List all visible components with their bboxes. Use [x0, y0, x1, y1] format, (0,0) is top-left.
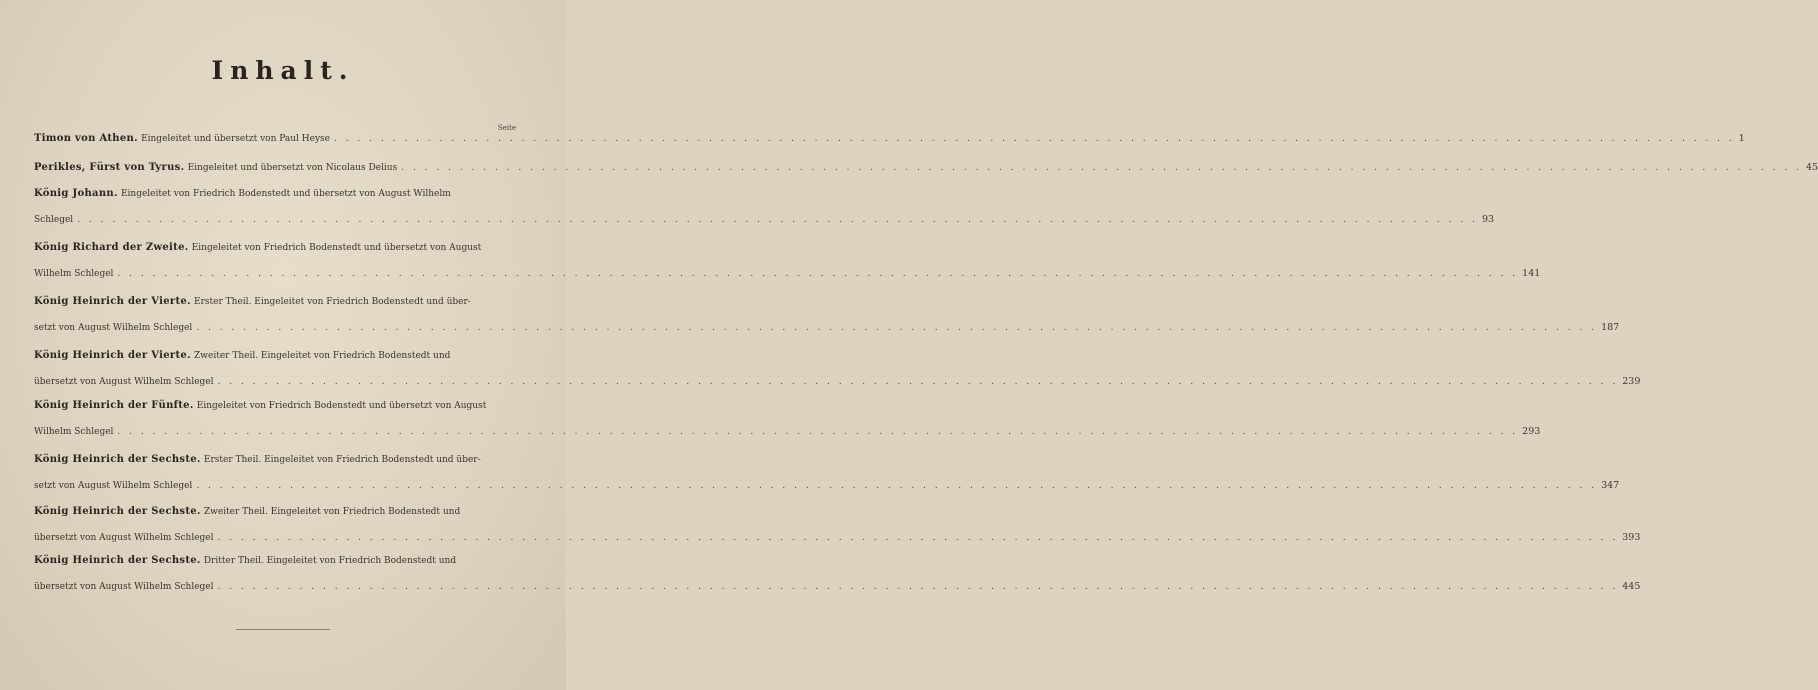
toc-work-title: König Richard der Zweite. — [34, 242, 189, 253]
toc-entry-line — [34, 348, 504, 364]
toc-entry-line — [34, 266, 1541, 282]
toc-entry-line — [34, 579, 1641, 595]
toc-work-title: König Heinrich der Sechste. — [34, 506, 201, 517]
toc-entry-description: übersetzt von August Wilhelm Schlegel — [34, 582, 214, 592]
toc-entry-description: Wilhelm Schlegel — [34, 427, 114, 437]
leader-dots: . . . . . . . . . . . . . . . . . . . . . . . . . . . . . . . . . . . . . . . . . . . . . . . . . . . . . . . . . . . . . . . . . . . . . . . . . . . . . . . . . . . . . . . . . . . . . . . . . . . . . . . . . . . . . . . . . . . . . . . . — [217, 377, 1619, 387]
toc-page-number: 187 — [1601, 322, 1620, 333]
toc-entry-line — [34, 530, 1641, 546]
toc-entry-description: Erster Theil. Eingeleitet von Friedrich Bodenstedt und über- — [194, 297, 471, 307]
toc-page-number: 445 — [1622, 581, 1641, 592]
leader-dots: . . . . . . . . . . . . . . . . . . . . . . . . . . . . . . . . . . . . . . . . . . . . . . . . . . . . . . . . . . . . . . . . . . . . . . . . . . . . . . . . . . . . . . . . . . . . . . . . . . . . . . . . . . . . . . . . . . . . . . . . — [196, 481, 1598, 491]
toc-entry-line — [34, 212, 1495, 228]
toc-entry-description: Eingeleitet von Friedrich Bodenstedt und übersetzt von August Wilhelm — [120, 189, 451, 199]
closing-rule — [236, 629, 330, 630]
toc-work-title: König Heinrich der Sechste. — [34, 555, 201, 566]
toc-entry-description: Schlegel — [34, 215, 74, 225]
toc-page-number: 239 — [1622, 376, 1641, 387]
leader-dots: . . . . . . . . . . . . . . . . . . . . . . . . . . . . . . . . . . . . . . . . . . . . . . . . . . . . . . . . . . . . . . . . . . . . . . . . . . . . . . . . . . . . . . . . . . . . . . . . . . . . . . . . . . . . . . . . . . . . . . . . — [77, 215, 1478, 225]
toc-entry-description: übersetzt von August Wilhelm Schlegel — [34, 533, 214, 543]
toc-entry-line — [34, 504, 504, 520]
toc-page-number: 293 — [1522, 426, 1541, 437]
toc-entry-description: Wilhelm Schlegel — [34, 269, 114, 279]
toc-work-title: König Heinrich der Vierte. — [34, 350, 191, 361]
leader-dots: . . . . . . . . . . . . . . . . . . . . . . . . . . . . . . . . . . . . . . . . . . . . . . . . . . . . . . . . . . . . . . . . . . . . . . . . . . . . . . . . . . . . . . . . . . . . . . . . . . . . . . . . . . . . . . . . . . . . . . . . — [117, 427, 1519, 437]
toc-entry-description: Dritter Theil. Eingeleitet von Friedrich Bodenstedt und — [203, 556, 457, 566]
leader-dots: . . . . . . . . . . . . . . . . . . . . . . . . . . . . . . . . . . . . . . . . . . . . . . . . . . . . . . . . . . . . . . . . . . . . . . . . . . . . . . . . . . . . . . . . . . . . . . . . . . . . . . . . . . . . . . . . . . . . . . . . — [196, 323, 1598, 333]
toc-entry-line — [34, 424, 1541, 440]
toc-work-title: König Johann. — [34, 188, 118, 199]
toc-entry-description: Eingeleitet und übersetzt von Nicolaus Delius — [187, 163, 398, 173]
toc-entry-line — [34, 240, 504, 256]
toc-work-title: Timon von Athen. — [34, 133, 138, 144]
toc-entry-line — [34, 374, 1641, 390]
toc-entry-line — [34, 131, 1745, 147]
toc-work-title: König Heinrich der Fünfte. — [34, 400, 194, 411]
toc-page-number: 93 — [1481, 214, 1495, 225]
toc-entry-description: Erster Theil. Eingeleitet von Friedrich Bodenstedt und über- — [203, 455, 481, 465]
leader-dots: . . . . . . . . . . . . . . . . . . . . . . . . . . . . . . . . . . . . . . . . . . . . . . . . . . . . . . . . . . . . . . . . . . . . . . . . . . . . . . . . . . . . . . . . . . . . . . . . . . . . . . . . . . . . . . . . . . . . . . . . — [334, 134, 1735, 144]
toc-page-number: 393 — [1622, 532, 1641, 543]
toc-entry-line — [34, 478, 1620, 494]
toc-entry-description: übersetzt von August Wilhelm Schlegel — [34, 377, 214, 387]
toc-entry-description: setzt von August Wilhelm Schlegel — [34, 481, 193, 491]
toc-entry-description: Zweiter Theil. Eingeleitet von Friedrich Bodenstedt und — [203, 507, 461, 517]
toc-work-title: König Heinrich der Sechste. — [34, 454, 201, 465]
toc-work-title: König Heinrich der Vierte. — [34, 296, 191, 307]
leader-dots: . . . . . . . . . . . . . . . . . . . . . . . . . . . . . . . . . . . . . . . . . . . . . . . . . . . . . . . . . . . . . . . . . . . . . . . . . . . . . . . . . . . . . . . . . . . . . . . . . . . . . . . . . . . . . . . . . . . . . . . . — [117, 269, 1519, 279]
leader-dots: . . . . . . . . . . . . . . . . . . . . . . . . . . . . . . . . . . . . . . . . . . . . . . . . . . . . . . . . . . . . . . . . . . . . . . . . . . . . . . . . . . . . . . . . . . . . . . . . . . . . . . . . . . . . . . . . . . . . . . . . — [401, 163, 1802, 173]
toc-page-number: 45 — [1805, 162, 1818, 173]
toc-entry-line — [34, 294, 504, 310]
toc-entry-line — [34, 398, 504, 414]
toc-entry-description: Eingeleitet von Friedrich Bodenstedt und übersetzt von August — [196, 401, 487, 411]
toc-entry-description: setzt von August Wilhelm Schlegel — [34, 323, 193, 333]
toc-work-title: Perikles, Fürst von Tyrus. — [34, 162, 185, 173]
toc-entry-description: Zweiter Theil. Eingeleitet von Friedrich Bodenstedt und — [194, 351, 451, 361]
toc-page-number: 347 — [1601, 480, 1620, 491]
toc-page-number: 1 — [1738, 133, 1745, 144]
toc-entry-line — [34, 553, 504, 569]
leader-dots: . . . . . . . . . . . . . . . . . . . . . . . . . . . . . . . . . . . . . . . . . . . . . . . . . . . . . . . . . . . . . . . . . . . . . . . . . . . . . . . . . . . . . . . . . . . . . . . . . . . . . . . . . . . . . . . . . . . . . . . . — [217, 582, 1619, 592]
toc-entry-line — [34, 320, 1620, 336]
toc-entry-description: Eingeleitet von Friedrich Bodenstedt und übersetzt von August — [191, 243, 482, 253]
toc-entry-description: Eingeleitet und übersetzt von Paul Heyse — [141, 134, 330, 144]
page-title: Inhalt. — [211, 56, 355, 85]
toc-entry-line — [34, 160, 1818, 176]
seite-column-label: Seite — [497, 124, 516, 132]
leader-dots: . . . . . . . . . . . . . . . . . . . . . . . . . . . . . . . . . . . . . . . . . . . . . . . . . . . . . . . . . . . . . . . . . . . . . . . . . . . . . . . . . . . . . . . . . . . . . . . . . . . . . . . . . . . . . . . . . . . . . . . . — [217, 533, 1619, 543]
toc-page-number: 141 — [1522, 268, 1541, 279]
toc-entry-line — [34, 186, 504, 202]
toc-entry-line — [34, 452, 504, 468]
